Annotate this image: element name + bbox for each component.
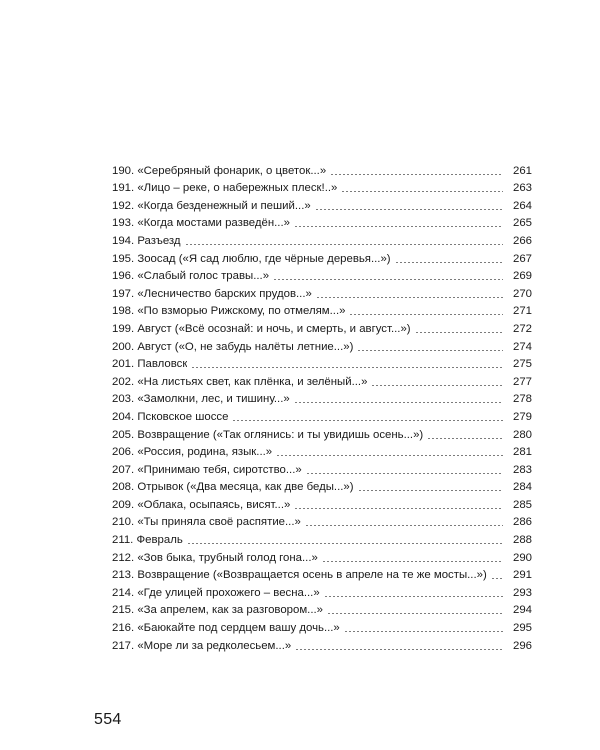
toc-entry-title: 194. Разъезд (112, 234, 181, 247)
toc-entry-page: 281 (512, 446, 532, 459)
toc-entry-title: 210. «Ты приняла своё распятие...» (112, 516, 301, 529)
toc-entry-title: 201. Павловск (112, 358, 188, 371)
dot-leader (294, 508, 503, 509)
toc-entry-title: 195. Зоосад («Я сад люблю, где чёрные деревья...») (112, 252, 391, 265)
toc-entry (112, 266, 532, 284)
toc-entry-page: 261 (512, 164, 532, 177)
toc-entry-title: 190. «Серебряный фонарик, о цветок...» (112, 164, 327, 177)
toc-entry-page: 296 (512, 639, 532, 652)
toc-entry-title: 212. «Зов быка, трубный голод гона...» (112, 551, 318, 564)
toc-entry-page: 280 (512, 428, 532, 441)
dot-leader (305, 525, 503, 526)
dot-leader (306, 473, 503, 474)
toc-entry (112, 354, 532, 372)
dot-leader (344, 631, 503, 632)
toc-entry-title: 198. «По взморью Рижскому, по отмелям...» (112, 305, 346, 318)
toc-entry-page: 279 (512, 410, 532, 423)
toc-entry (112, 283, 532, 301)
dot-leader (327, 613, 503, 614)
toc-entry (112, 600, 532, 618)
dot-leader (316, 297, 503, 298)
toc-entry-title: 207. «Принимаю тебя, сиротство...» (112, 463, 302, 476)
dot-leader (294, 402, 503, 403)
toc-entry (112, 195, 532, 213)
page-number: 554 (94, 711, 122, 728)
toc-entry-title: 204. Псковское шоссе (112, 410, 229, 423)
toc-entry (112, 617, 532, 635)
toc-entry-page: 291 (512, 569, 532, 582)
toc-entry-page: 286 (512, 516, 532, 529)
toc-entry-title: 202. «На листьях свет, как плёнка, и зелёный...» (112, 375, 368, 388)
toc-entry-page: 288 (512, 534, 532, 547)
toc-entry-page: 272 (512, 322, 532, 335)
toc-entry-page: 274 (512, 340, 532, 353)
toc-entry (112, 336, 532, 354)
toc-entry-page: 278 (512, 393, 532, 406)
dot-leader (427, 438, 503, 439)
toc-entry-title: 213. Возвращение («Возвращается осень в апреле на те же мосты...») (112, 569, 487, 582)
toc-entry-page: 284 (512, 481, 532, 494)
toc-entry-title: 205. Возвращение («Так оглянись: и ты увидишь осень...») (112, 428, 424, 441)
toc-entry-page: 275 (512, 358, 532, 371)
toc-entry-page: 294 (512, 604, 532, 617)
toc-entry (112, 178, 532, 196)
toc-entry-title: 214. «Где улицей прохожего – весна...» (112, 586, 320, 599)
toc-entry-title: 208. Отрывок («Два месяца, как две беды...») (112, 481, 354, 494)
toc-entry (112, 301, 532, 319)
toc-entry (112, 389, 532, 407)
dot-leader (187, 543, 503, 544)
toc-entry-page: 293 (512, 586, 532, 599)
toc-entry (112, 494, 532, 512)
toc-entry-page: 277 (512, 375, 532, 388)
toc-entry-title: 196. «Слабый голос травы...» (112, 270, 270, 283)
dot-leader (324, 596, 503, 597)
dot-leader (395, 262, 503, 263)
toc-entry (112, 635, 532, 653)
toc-entry-title: 200. Август («О, не забудь налёты летние...») (112, 340, 354, 353)
toc-entry (112, 371, 532, 389)
toc-entry-page: 269 (512, 270, 532, 283)
dot-leader (191, 367, 503, 368)
toc-entry (112, 406, 532, 424)
toc-entry-title: 206. «Россия, родина, язык...» (112, 446, 273, 459)
toc-entry-title: 192. «Когда безденежный и пеший...» (112, 199, 311, 212)
toc-entry (112, 565, 532, 583)
toc-entry-page: 285 (512, 498, 532, 511)
toc-entry (112, 582, 532, 600)
toc-entry-title: 211. Февраль (112, 534, 183, 547)
toc-entry (112, 230, 532, 248)
toc-entry (112, 477, 532, 495)
toc-entry (112, 547, 532, 565)
dot-leader (295, 649, 503, 650)
toc-entry-title: 217. «Море ли за редколесьем...» (112, 639, 292, 652)
toc-entry-page: 265 (512, 217, 532, 230)
toc-entry-title: 197. «Лесничество барских прудов...» (112, 287, 312, 300)
toc-entry-title: 199. Август («Всё осознай: и ночь, и смерть, и август...») (112, 322, 411, 335)
toc-entry (112, 459, 532, 477)
dot-leader (185, 244, 503, 245)
toc-entry-page: 295 (512, 622, 532, 635)
toc-entry-page: 290 (512, 551, 532, 564)
toc-entry-title: 193. «Когда мостами разведён...» (112, 217, 290, 230)
toc-entry-page: 264 (512, 199, 532, 212)
dot-leader (276, 455, 503, 456)
toc-entry (112, 512, 532, 530)
toc-entry-page: 283 (512, 463, 532, 476)
toc-entry (112, 160, 532, 178)
toc-entry (112, 424, 532, 442)
toc-entry-title: 215. «За апрелем, как за разговором...» (112, 604, 324, 617)
table-of-contents (112, 160, 532, 653)
toc-entry (112, 442, 532, 460)
toc-entry-page: 263 (512, 182, 532, 195)
toc-entry (112, 529, 532, 547)
dot-leader (315, 209, 503, 210)
dot-leader (273, 279, 503, 280)
dot-leader (371, 385, 503, 386)
toc-entry (112, 213, 532, 231)
dot-leader (294, 226, 503, 227)
dot-leader (232, 420, 503, 421)
toc-entry-title: 209. «Облака, осыпаясь, висят...» (112, 498, 291, 511)
toc-entry (112, 248, 532, 266)
toc-entry (112, 318, 532, 336)
dot-leader (349, 314, 503, 315)
dot-leader (358, 490, 503, 491)
dot-leader (415, 332, 503, 333)
toc-entry-page: 270 (512, 287, 532, 300)
dot-leader (341, 191, 503, 192)
dot-leader (491, 578, 503, 579)
toc-entry-title: 203. «Замолкни, лес, и тишину...» (112, 393, 290, 406)
toc-entry-title: 216. «Баюкайте под сердцем вашу дочь...» (112, 622, 340, 635)
toc-entry-page: 266 (512, 234, 532, 247)
toc-entry-page: 267 (512, 252, 532, 265)
toc-entry-page: 271 (512, 305, 532, 318)
dot-leader (330, 174, 503, 175)
dot-leader (322, 561, 503, 562)
dot-leader (357, 350, 503, 351)
toc-entry-title: 191. «Лицо – реке, о набережных плеск!..» (112, 182, 338, 195)
